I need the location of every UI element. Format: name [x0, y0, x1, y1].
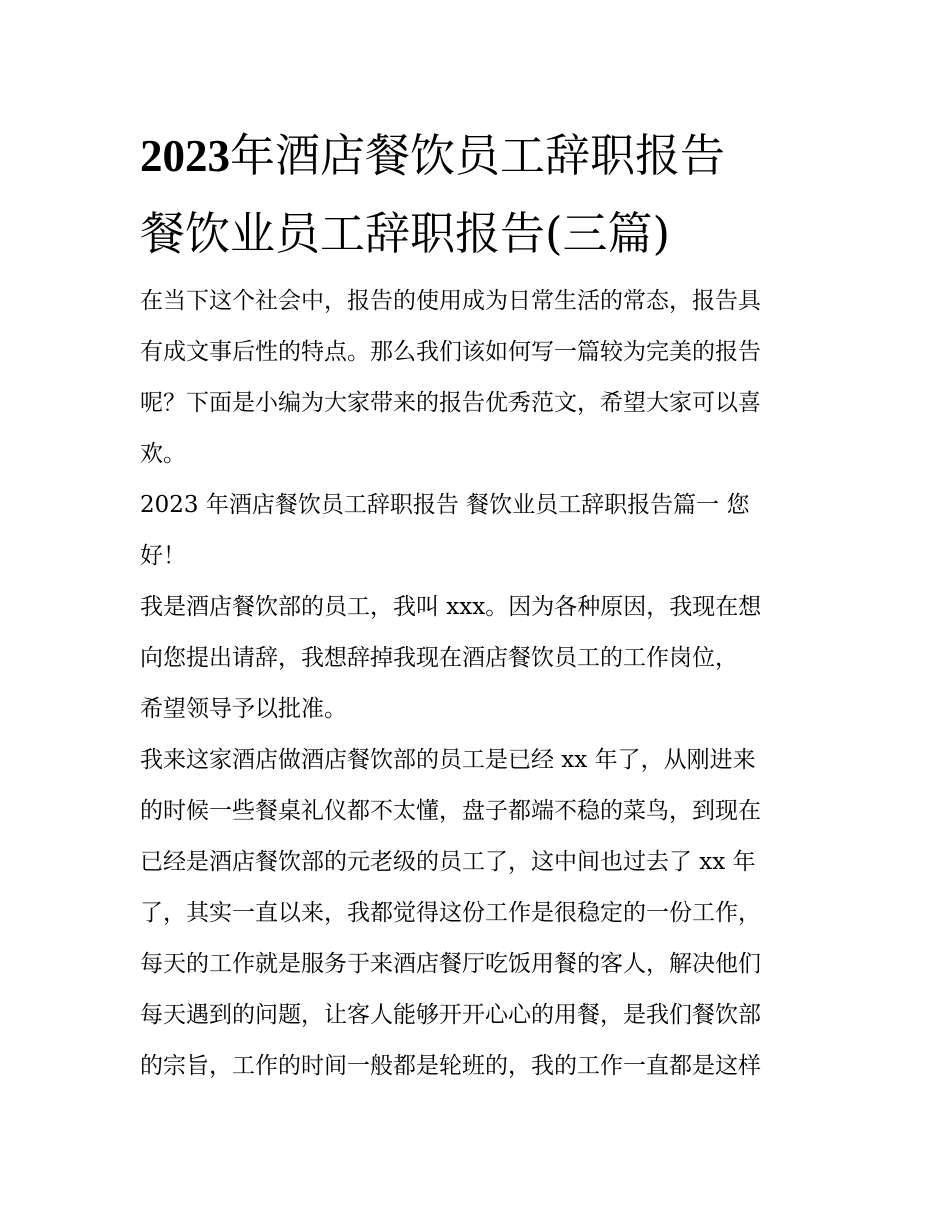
document-title: [140, 117, 830, 272]
body-line: 希望领导予以批准。: [140, 696, 347, 722]
title-line-1: [140, 117, 830, 195]
body-line: 2023 年酒店餐饮员工辞职报告 餐饮业员工辞职报告篇一 您: [140, 492, 750, 518]
body-line: 每天遇到的问题，让客人能够开开心心的用餐，是我们餐饮部: [140, 1002, 761, 1028]
body-line: 欢。: [140, 441, 186, 467]
body-line: 我是酒店餐饮部的员工，我叫 xxx。因为各种原因，我现在想: [140, 594, 762, 620]
body-line: 向您提出请辞，我想辞掉我现在酒店餐饮员工的工作岗位，: [140, 645, 738, 671]
document-body: [140, 276, 830, 1092]
body-line: 每天的工作就是服务于来酒店餐厅吃饭用餐的客人，解决他们: [140, 951, 761, 977]
body-line: 在当下这个社会中，报告的使用成为日常生活的常态，报告具: [140, 288, 761, 314]
body-line: 了，其实一直以来，我都觉得这份工作是很稳定的一份工作，: [140, 900, 761, 926]
body-line: 呢？下面是小编为大家带来的报告优秀范文，希望大家可以喜: [140, 390, 761, 416]
body-line: 我来这家酒店做酒店餐饮部的员工是已经 xx 年了，从刚进来: [140, 747, 756, 773]
title-line-2: [140, 195, 830, 272]
body-line: 有成文事后性的特点。那么我们该如何写一篇较为完美的报告: [140, 339, 761, 365]
body-line: 的时候一些餐桌礼仪都不太懂，盘子都端不稳的菜鸟，到现在: [140, 798, 761, 824]
title-year: 2023: [140, 131, 230, 181]
title-text: 年酒店餐饮员工辞职报告: [230, 129, 726, 182]
body-line: 已经是酒店餐饮部的元老级的员工了，这中间也过去了 xx 年: [140, 849, 756, 875]
body-line: 好！: [140, 543, 186, 569]
title-text: 餐饮业员工辞职报告(三篇): [140, 207, 671, 260]
body-line: 的宗旨，工作的时间一般都是轮班的，我的工作一直都是这样: [140, 1053, 761, 1079]
